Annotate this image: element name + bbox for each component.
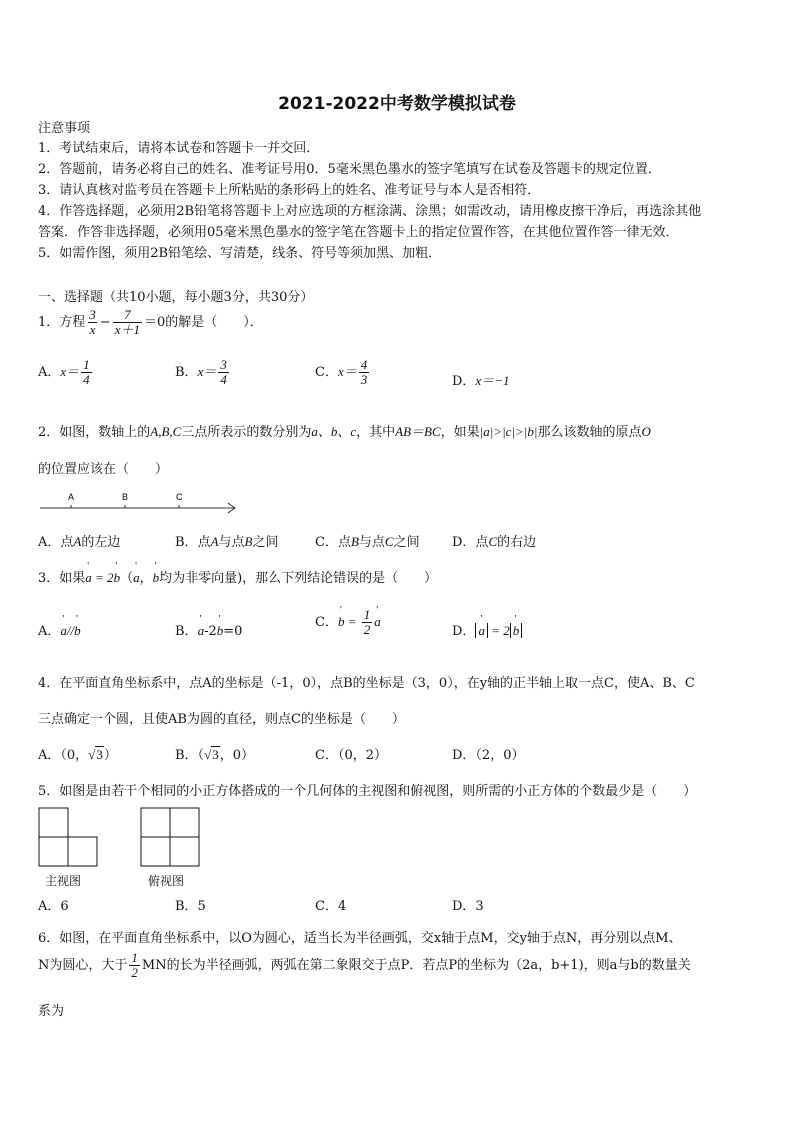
axis-label-b: B <box>122 492 129 502</box>
number-line-figure <box>38 490 243 518</box>
q4-option-b: B．（√3，0） <box>175 747 254 763</box>
q2-option-d: D．点C的右边 <box>452 534 537 550</box>
top-view-label: 俯视图 <box>148 874 185 888</box>
note-item-3: 3．请认真核对监考员在答题卡上所粘贴的条形码上的姓名、准考证号与本人是否相符． <box>38 183 541 198</box>
q3-option-d: D．' a = 2' b <box>452 620 522 639</box>
section-heading: 一、选择题（共10小题，每小题3分，共30分） <box>38 290 314 305</box>
question-4-line-1: 4．在平面直角坐标系中，点A的坐标是（-1，0），点B的坐标是（3，0），在y轴的正半轴上取一点C，使A、B、C <box>38 676 695 691</box>
q4-option-a: A．（0，√3） <box>38 747 117 763</box>
q3-option-c: C．' b = $\frac{1}{2}$ ' a <box>315 608 381 637</box>
q1-option-c: C．x＝ $\frac{4}{3}$ <box>315 357 368 387</box>
fraction: $\frac{3}{x}$ <box>89 307 96 337</box>
page-title: 2021-2022中考数学模拟试卷 <box>278 94 516 114</box>
q5-option-c: C．4 <box>315 899 347 914</box>
q4-option-d: D．（2，0） <box>452 748 525 763</box>
question-6-line-3: 系为 <box>38 1004 65 1019</box>
question-5: 5．如图是由若干个相同的小正方体搭成的一个几何体的主视图和俯视图，则所需的小正方体的个数最少是（ ） <box>38 784 697 799</box>
note-item-2: 2．答题前，请务必将自己的姓名、准考证号用0．5毫米黑色墨水的签字笔填写在试卷及答题卡的规定位置． <box>38 162 661 177</box>
question-4-line-2: 三点确定一个圆，且使AB为圆的直径，则点C的坐标是（ ） <box>38 712 405 727</box>
q2-option-a: A．点A的左边 <box>38 534 121 550</box>
q1-option-b: B．x＝ $\frac{3}{4}$ <box>175 357 227 387</box>
notes-heading: 注意事项 <box>38 121 91 136</box>
question-6-line-2: N为圆心，大于 $\frac{1}{2}$ MN的长为半径画弧，两弧在第二象限交于点P．若点P的坐标为（2a，b+1)，则a与b的数量关 <box>38 950 691 980</box>
q1-option-a: A．x＝ $\frac{1}{4}$ <box>38 357 90 387</box>
axis-label-c: C <box>176 492 183 502</box>
front-view-figure <box>38 807 100 867</box>
question-3: 3．如果' a = 2' b（' a，' b均为非零向量)，那么下列结论错误的是（ ） <box>38 567 437 586</box>
question-2-line-2: 的位置应该在（ ） <box>38 462 169 477</box>
q3-option-b: B．' a-2' b=0 <box>175 620 242 639</box>
q5-option-a: A．6 <box>38 899 69 914</box>
question-6-line-1: 6．如图，在平面直角坐标系中，以O为圆心，适当长为半径画弧，交x轴于点M，交y轴于点N，再分别以点M、 <box>38 931 682 946</box>
q3-option-a: A．' a//' b <box>38 620 81 639</box>
q2-option-b: B．点A与点B之间 <box>175 534 279 550</box>
axis-label-a: A <box>68 492 75 502</box>
q5-option-b: B．5 <box>175 899 206 914</box>
front-view-label: 主视图 <box>45 874 82 888</box>
top-view-figure <box>140 807 202 867</box>
note-item-5: 5．如需作图，须用2B铅笔绘、写清楚，线条、符号等须加黑、加粗． <box>38 246 442 261</box>
q1-option-d: D．x＝−1 <box>452 373 510 389</box>
question-1: 1．方程 $\frac{3}{x}$ − $\frac{7}{x+1}$ ＝0的解是（ ）． <box>38 307 263 337</box>
note-item-1: 1．考试结束后，请将本试卷和答题卡一并交回． <box>38 141 320 156</box>
note-item-4-cont: 答案．作答非选择题，必须用05毫米黑色墨水的签字笔在答题卡上的指定位置作答，在其他位置作答一律无效． <box>38 225 679 240</box>
note-item-4: 4．作答选择题，必须用2B铅笔将答题卡上对应选项的方框涂满、涂黑；如需改动，请用橡皮擦干净后，再选涂其他 <box>38 204 702 219</box>
q2-option-c: C．点B与点C之间 <box>315 534 420 550</box>
question-2-line-1: 2．如图，数轴上的A,B,C三点所表示的数分别为a、b、c，其中AB＝BC，如果|a|>|c|>|b|那么该数轴的原点O <box>38 424 651 440</box>
q4-option-c: C．（0，2） <box>315 748 387 763</box>
fraction: $\frac{7}{x+1}$ <box>114 307 140 337</box>
q5-option-d: D．3 <box>452 899 484 914</box>
